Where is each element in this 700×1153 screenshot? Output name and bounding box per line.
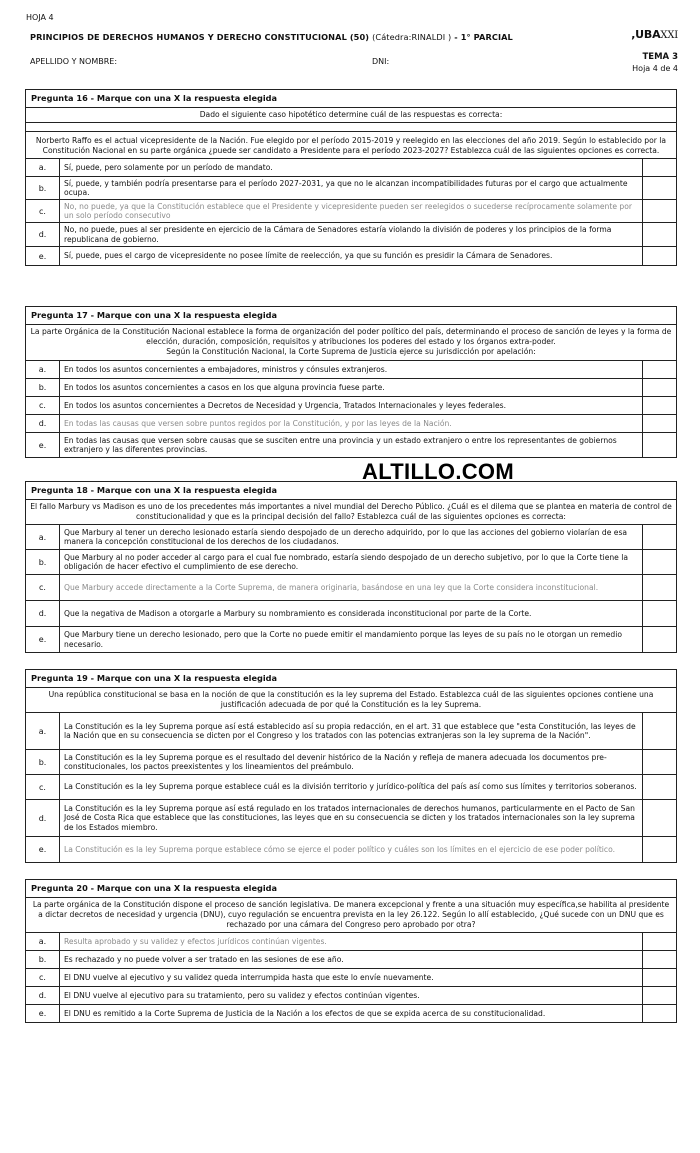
answer-box[interactable] [642, 159, 676, 176]
option-text: La Constitución es la ley Suprema porque es el resultado del devenir histórico de la Nación y refleja de manera adecuada los documentos pre-constitucionales, los pactos preexistentes y los lineamientos del preámbulo. [64, 752, 607, 771]
sheet-label: HOJA 4 [26, 13, 54, 22]
question-stem: Dado el siguiente caso hipotético determine cuál de las respuestas es correcta: [26, 108, 676, 123]
option-text: No, no puede, ya que la Constitución establece que el Presidente y vicepresidente pueden ser reelegidos o sucederse recíprocamente solamente por un solo período consecutivo [64, 201, 633, 220]
option-row [26, 837, 676, 862]
option-row [26, 433, 676, 457]
dni-label: DNI: [372, 57, 390, 66]
option-row [26, 550, 676, 575]
option-row [26, 713, 676, 750]
option-letter: c. [26, 397, 60, 414]
option-text: En todos los asuntos concernientes a Decretos de Necesidad y Urgencia, Tratados Internacionales y leyes federales. [64, 400, 506, 410]
logo-uba: ,UBA [631, 28, 661, 41]
option-letter: a. [26, 933, 60, 950]
answer-box[interactable] [642, 550, 676, 574]
option-letter: d. [26, 601, 60, 626]
answer-box[interactable] [642, 415, 676, 432]
question-title: Pregunta 20 - Marque con una X la respuesta elegida [26, 880, 676, 898]
answer-box[interactable] [642, 713, 676, 749]
option-letter: c. [26, 200, 60, 222]
option-text: No, no puede, pues al ser presidente en ejercicio de la Cámara de Senadores estaría violando la división de poderes y los principios de la forma republicana de gobierno. [64, 225, 612, 244]
option-text: En todas las causas que versen sobre causas que se susciten entre una provincia y un estado extranjero o entre los representantes de gobiernos extranjero y las diferentes provincias. [64, 435, 617, 454]
option-text: En todos los asuntos concernientes a casos en los que alguna provincia fuese parte. [64, 382, 385, 392]
option-letter: a. [26, 525, 60, 549]
answer-box[interactable] [642, 969, 676, 986]
question-title: Pregunta 19 - Marque con una X la respuesta elegida [26, 670, 676, 688]
answer-box[interactable] [642, 223, 676, 246]
option-text: El DNU es remitido a la Corte Suprema de Justicia de la Nación a los efectos de que se expida acerca de su constitucionalidad. [64, 1008, 546, 1018]
question-stem: La parte orgánica de la Constitución dispone el proceso de sanción legislativa. De manera excepcional y frente a una situación muy específica,se habilita al presidente a dictar decretos de necesidad y urgencia (DNU), cuyo regulación se encuentra prevista en la ley 26.122. Según lo allí establecido, ¿Qué sucede con un DNU que es rechazado por una cámara del Congreso pero aprobado por otra? [26, 898, 676, 933]
answer-box[interactable] [642, 750, 676, 774]
option-letter: a. [26, 713, 60, 749]
option-row [26, 800, 676, 837]
option-letter: c. [26, 969, 60, 986]
tema-block [632, 51, 678, 75]
option-text: En todas las causas que versen sobre puntos regidos por la Constitución, y por las leyes de la Nación. [64, 418, 452, 428]
option-letter: c. [26, 575, 60, 600]
option-row [26, 969, 676, 987]
answer-box[interactable] [642, 933, 676, 950]
option-letter: c. [26, 775, 60, 799]
question-title: Pregunta 18 - Marque con una X la respuesta elegida [26, 482, 676, 500]
question-stem-sub: Según la Constitución Nacional, la Corte Suprema de Justicia ejerce su jurisdicción por apelación: [26, 347, 676, 361]
option-text: Que la negativa de Madison a otorgarle a Marbury su nombramiento es considerada inconstitucional por parte de la Corte. [64, 608, 532, 618]
answer-box[interactable] [642, 433, 676, 457]
question-case: Norberto Raffo es el actual vicepresidente de la Nación. Fue elegido por el período 2015-2019 y reelegido en las elecciones del año 2019. Según lo establecido por la Constitución Nacional en su parte orgánica ¿puede ser candidato a Presidente para el período 2023-2027? Establezca cuál de las siguientes opciones es correcta. [26, 132, 676, 159]
option-text: La Constitución es la ley Suprema porque establece cuál es la división territorio y jurídico-política del país así como sus límites y territorios soberanos. [64, 782, 637, 792]
option-text: Es rechazado y no puede volver a ser tratado en las sesiones de ese año. [64, 954, 344, 964]
answer-box[interactable] [642, 200, 676, 222]
option-letter: a. [26, 361, 60, 378]
option-row [26, 601, 676, 627]
option-text: En todos los asuntos concernientes a embajadores, ministros y cónsules extranjeros. [64, 364, 388, 374]
catedra: (Cátedra:RINALDI ) [372, 32, 452, 42]
course-name: PRINCIPIOS DE DERECHOS HUMANOS Y DERECHO CONSTITUCIONAL (50) [30, 32, 370, 42]
exam-title [30, 32, 513, 42]
parcial-label: - 1° PARCIAL [454, 32, 513, 42]
tema-label: TEMA 3 [642, 52, 678, 62]
option-row [26, 159, 676, 177]
question-18 [25, 481, 677, 653]
option-letter: e. [26, 1005, 60, 1022]
answer-box[interactable] [642, 837, 676, 862]
option-letter: e. [26, 247, 60, 265]
option-text: Sí, puede, pero solamente por un período de mandato. [64, 162, 273, 172]
option-row [26, 933, 676, 951]
option-letter: d. [26, 415, 60, 432]
option-row [26, 200, 676, 223]
option-text: Que Marbury al no poder acceder al cargo para el cual fue nombrado, estaría siendo despojado de un derecho subjetivo, por lo que la Corte tiene la obligación de hacer efectivo el cumplimiento de ese derecho. [64, 552, 629, 571]
option-letter: a. [26, 159, 60, 176]
answer-box[interactable] [642, 627, 676, 652]
option-row [26, 750, 676, 775]
question-stem: El fallo Marbury vs Madison es uno de los precedentes más importantes a nivel mundial del Derecho Público. ¿Cuál es el dilema que se plantea en materia de control de constitucionalidad y que es la principal decisión del fallo? Establezca cuál de las siguientes opciones es correcta: [26, 500, 676, 525]
question-19 [25, 669, 677, 863]
option-row [26, 397, 676, 415]
answer-box[interactable] [642, 951, 676, 968]
name-label: APELLIDO Y NOMBRE: [30, 57, 118, 66]
page-indicator: Hoja 4 de 4 [632, 64, 678, 73]
option-text: Sí, puede, y también podría presentarse para el período 2027-2031, ya que no le alcanzan incompatibilidades futuras por el cargo que actualmente ocupa. [64, 178, 628, 197]
option-text: Que Marbury al tener un derecho lesionado estaría siendo despojado de un derecho adquirido, por lo que las acciones del gobierno violarían de esa manera la concepción constitucional de los derechos de los ciudadanos. [64, 527, 628, 546]
option-row [26, 627, 676, 652]
option-text: Que Marbury accede directamente a la Corte Suprema, de manera originaria, basándose en una ley que la Corte considera inconstitucional. [64, 582, 599, 592]
uba-xxi-logo [631, 28, 678, 41]
option-letter: b. [26, 177, 60, 199]
answer-box[interactable] [642, 525, 676, 549]
option-text: Sí, puede, pues el cargo de vicepresidente no posee límite de reelección, ya que su función es presidir la Cámara de Senadores. [64, 251, 553, 261]
answer-box[interactable] [642, 987, 676, 1004]
option-letter: b. [26, 951, 60, 968]
question-title: Pregunta 17 - Marque con una X la respuesta elegida [26, 307, 676, 325]
option-letter: b. [26, 379, 60, 396]
option-text: El DNU vuelve al ejecutivo y su validez queda interrumpida hasta que este lo envíe nuevamente. [64, 972, 434, 982]
question-20 [25, 879, 677, 1023]
option-text: Resulta aprobado y su validez y efectos jurídicos continúan vigentes. [64, 936, 327, 946]
answer-box[interactable] [642, 247, 676, 265]
option-letter: e. [26, 837, 60, 862]
answer-box[interactable] [642, 397, 676, 414]
option-row [26, 361, 676, 379]
option-text: La Constitución es la ley Suprema porque así está regulado en los tratados internacionales de derechos humanos, particularmente en el Pacto de San José de Costa Rica que establece que las constituciones, las leyes que en su consecuencia se dicten y los tratados internacionales son la ley suprema de los Estados miembro. [64, 803, 635, 832]
answer-box[interactable] [642, 800, 676, 836]
answer-box[interactable] [642, 177, 676, 199]
question-stem: La parte Orgánica de la Constitución Nacional establece la forma de organización del poder político del país, determinando el proceso de sanción de leyes y la forma de elección, duración, composición, requisitos y atribuciones los poderes del estado y los órganos extra-poder. [30, 327, 672, 346]
answer-box[interactable] [642, 601, 676, 626]
question-title: Pregunta 16 - Marque con una X la respuesta elegida [26, 90, 676, 108]
option-letter: b. [26, 550, 60, 574]
option-row [26, 987, 676, 1005]
question-17 [25, 306, 677, 458]
option-row [26, 1005, 676, 1022]
option-row [26, 775, 676, 800]
option-letter: d. [26, 987, 60, 1004]
question-16 [25, 89, 677, 266]
option-row [26, 951, 676, 969]
watermark: ALTILLO.COM [362, 459, 514, 484]
option-row [26, 379, 676, 397]
answer-box[interactable] [642, 361, 676, 378]
option-text: La Constitución es la ley Suprema porque establece cómo se ejerce el poder político y cuáles son los límites en el ejercicio de ese poder político. [64, 844, 616, 854]
spacer [26, 123, 676, 132]
answer-box[interactable] [642, 775, 676, 799]
option-letter: b. [26, 750, 60, 774]
option-letter: e. [26, 627, 60, 652]
option-letter: d. [26, 223, 60, 246]
question-stem: Una república constitucional se basa en la noción de que la constitución es la ley suprema del Estado. Establezca cuál de las siguientes opciones contiene una justificación adecuada de por qué la Constitución es la ley Suprema. [26, 688, 676, 713]
option-letter: e. [26, 433, 60, 457]
option-text: El DNU vuelve al ejecutivo para su tratamiento, pero su validez y efectos continúan vigentes. [64, 990, 420, 1000]
option-row [26, 415, 676, 433]
logo-xxi: XXI [660, 30, 678, 41]
answer-box[interactable] [642, 1005, 676, 1022]
option-text: Que Marbury tiene un derecho lesionado, pero que la Corte no puede emitir el mandamiento porque las leyes de su país no le otorgan un remedio necesario. [64, 630, 622, 649]
option-letter: d. [26, 800, 60, 836]
answer-box[interactable] [642, 575, 676, 600]
option-row [26, 247, 676, 265]
option-text: La Constitución es la ley Suprema porque así está establecido así su propia redacción, en el art. 31 que establece que "esta Constitución, las leyes de la Nación que en su consecuencia se dicten por el Congreso y los tratados con las potencias extranjeras son la ley suprema de la Nación". [64, 721, 636, 740]
option-row [26, 525, 676, 550]
option-row [26, 575, 676, 601]
option-row [26, 177, 676, 200]
option-row [26, 223, 676, 247]
answer-box[interactable] [642, 379, 676, 396]
